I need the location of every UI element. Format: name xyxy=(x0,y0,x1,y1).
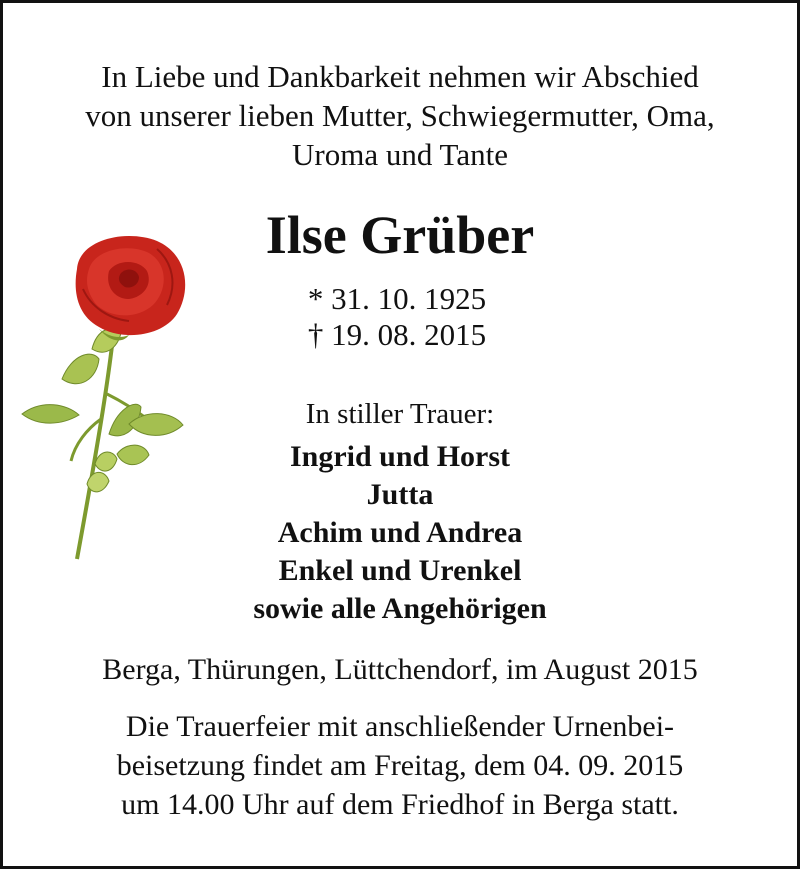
birth-date: * 31. 10. 1925 xyxy=(307,281,487,316)
intro-line: In Liebe und Dankbarkeit nehmen wir Abschied xyxy=(101,59,699,94)
mourner-entry: Ingrid und Horst xyxy=(289,440,511,473)
ceremony-line: Die Trauerfeier mit anschließender Urnenbei- xyxy=(125,710,675,743)
mourner-entry: Enkel und Urenkel xyxy=(278,554,522,587)
ceremony-info xyxy=(3,707,797,824)
place-and-date: Berga, Thürungen, Lüttchendorf, im August 2015 xyxy=(102,653,698,686)
intro-text xyxy=(3,57,797,174)
ceremony-line: um 14.00 Uhr auf dem Friedhof in Berga statt. xyxy=(121,788,679,821)
ceremony-line: beisetzung findet am Freitag, dem 04. 09. 2015 xyxy=(116,749,684,782)
intro-line: Uroma und Tante xyxy=(292,137,508,172)
deceased-name: Ilse Grüber xyxy=(265,205,535,265)
intro-line: von unserer lieben Mutter, Schwiegermutter, Oma, xyxy=(85,98,715,133)
mourners-list xyxy=(3,438,797,628)
death-date: † 19. 08. 2015 xyxy=(307,317,487,352)
mourning-heading: In stiller Trauer: xyxy=(305,398,495,430)
mourner-entry: Jutta xyxy=(366,478,434,511)
mourner-entry: sowie alle Angehörigen xyxy=(253,592,547,625)
mourner-entry: Achim und Andrea xyxy=(277,516,523,549)
life-dates xyxy=(297,281,497,353)
